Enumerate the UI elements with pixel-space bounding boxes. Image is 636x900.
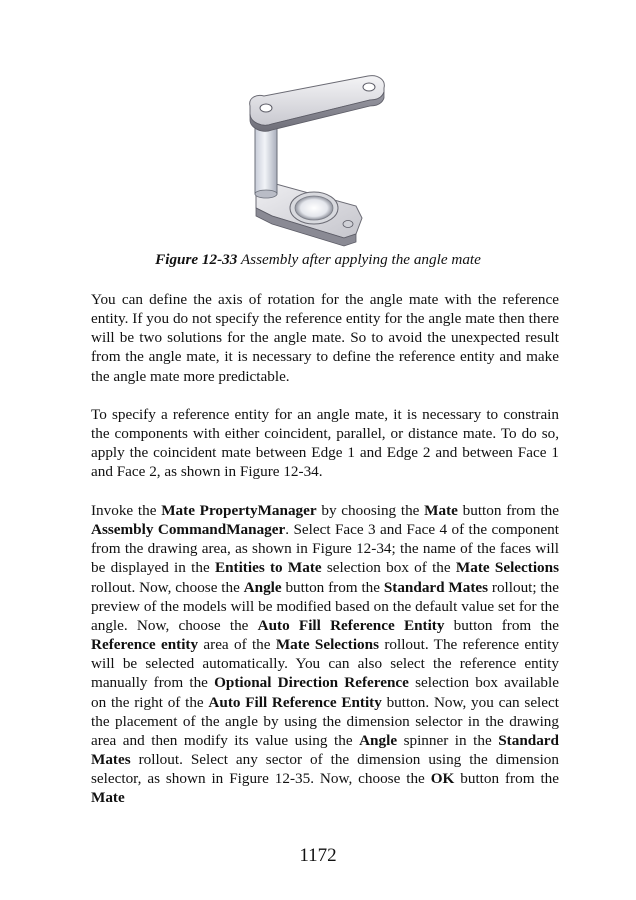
figure-caption-text: Assembly after applying the angle mate: [237, 251, 481, 268]
text-run: selection box of the: [321, 559, 456, 577]
top-link: [250, 76, 385, 132]
text-run: rollout. Now, choose the: [91, 578, 244, 596]
bold-term: Mate Selections: [275, 636, 380, 654]
bold-term: Mate Selections: [455, 559, 560, 577]
paragraph-invoke-mate: [91, 501, 559, 808]
bold-term: Assembly CommandManager: [91, 521, 286, 539]
bold-term: Mate: [424, 502, 458, 519]
text-run: area of the: [198, 636, 276, 654]
text-run: rollout. The reference entity will be selected automatically. You can also select the reference entity manually from the: [91, 636, 559, 692]
paragraph-specify-reference: To specify a reference entity for an angle mate, it is necessary to constrain the components with either coincident, parallel, or distance mate. To do so, apply the coincident mate between Edge 1 and Edge 2 and between Face 1 and Face 2, as shown in Figure 12-34.: [91, 406, 559, 481]
bold-term: Standard Mates: [383, 578, 489, 596]
page-number: 1172: [299, 845, 337, 866]
text-run: button from the: [444, 616, 559, 634]
text-run: button. Now, you can select the placement of the angle by using the dimension selector in the drawing area and then modify its value using the: [91, 693, 559, 749]
text-run: selection box available on the right of the: [91, 674, 559, 711]
bold-term: Standard Mates: [91, 731, 559, 769]
figure-label: Figure 12-33: [155, 251, 238, 268]
bold-term: Mate: [91, 789, 125, 807]
text-run: rollout; the preview of the models will be modified based on the default value set for the angle. Now, choose the: [91, 578, 559, 634]
assembly-figure: [236, 66, 396, 252]
bold-term: Reference entity: [91, 636, 199, 654]
bold-term: Entities to Mate: [214, 559, 322, 577]
text-run: button from the: [281, 578, 384, 596]
figure-caption: [0, 251, 636, 269]
text-run: Invoke the: [91, 502, 162, 519]
text-run: button from the: [457, 502, 559, 519]
bold-term: Auto Fill Reference Entity: [208, 693, 382, 711]
bold-term: Angle: [243, 578, 282, 596]
bold-term: Angle: [359, 731, 398, 749]
text-run: button from the: [454, 770, 559, 788]
bold-term: OK: [430, 770, 455, 788]
paragraph-reference-entity: You can define the axis of rotation for the angle mate with the reference entity. If you do not specify the reference entity for the angle mate then there will be two solutions for the angle mate. So to avoid the unexpected result from the angle mate, it is necessary to define the reference entity and make the angle mate more predictable.: [91, 291, 559, 385]
text-run: . Select Face 3 and Face 4 of the component from the drawing area, as shown in Figure 12-34; the name of the faces will be displayed in the: [91, 521, 559, 577]
text-run: rollout. Select any sector of the dimension using the dimension selector, as shown in Figure 12-35. Now, choose the: [91, 751, 559, 788]
bold-term: Mate PropertyManager: [161, 502, 317, 519]
text-run: by choosing the: [316, 502, 425, 519]
bold-term: Optional Direction Reference: [214, 674, 409, 692]
bold-term: Auto Fill Reference Entity: [257, 616, 445, 634]
text-run: spinner in the: [397, 731, 499, 749]
